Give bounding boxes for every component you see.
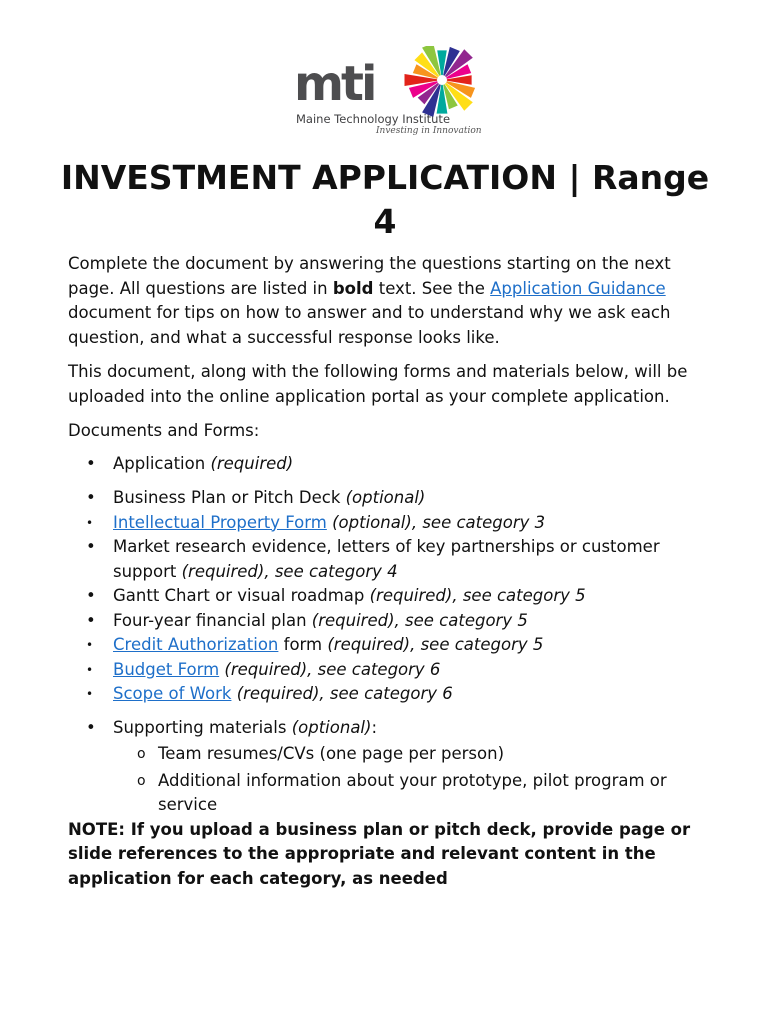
sub-list-item: o Additional information about your prototype, pilot program or service: [113, 769, 708, 818]
intro-paragraph: [68, 252, 708, 350]
mti-logo: [292, 46, 482, 138]
list-item: • Market research evidence, letters of key partnerships or customer support (required), see category 4: [68, 535, 708, 584]
intro-text-2: text. See the: [373, 278, 491, 298]
note-paragraph: NOTE: If you upload a business plan or pitch deck, provide page or slide references to the appropriate and relevant content in the application for each category, as needed: [68, 819, 691, 888]
document-body: [68, 252, 708, 891]
list-item: • Credit Authorization form (required), see category 5: [68, 633, 708, 658]
sub-list-item: o Team resumes/CVs (one page per person): [113, 742, 708, 767]
page-title: INVESTMENT APPLICATION | Range 4: [60, 158, 710, 241]
budget-form-link[interactable]: Budget Form: [113, 659, 220, 679]
list-item: • Business Plan or Pitch Deck (optional): [68, 486, 708, 511]
documents-heading: Documents and Forms:: [68, 421, 260, 440]
intro-text-3: document for tips on how to answer and to understand why we ask each question, and what a successful response looks like.: [68, 303, 671, 347]
logo-tagline: Investing in Innovation: [376, 126, 482, 136]
list-item: • Gantt Chart or visual roadmap (required), see category 5: [68, 584, 708, 609]
supporting-materials-sublist: [113, 742, 708, 818]
list-item: • Supporting materials (optional): o Team resumes/CVs (one page per person) o Additional information about your prototype, pilot program or service: [68, 716, 708, 818]
intro-bold-word: bold: [332, 278, 374, 298]
portal-paragraph: This document, along with the following forms and materials below, will be uploaded into the online application portal as your complete application.: [68, 362, 688, 406]
application-guidance-link[interactable]: Application Guidance: [490, 278, 666, 298]
intro-text-1: Complete the document by answering the questions starting on the next page. All questions are listed in: [68, 254, 671, 298]
documents-list: [68, 452, 708, 818]
list-item: • Four-year financial plan (required), see category 5: [68, 609, 708, 634]
list-item: • Budget Form (required), see category 6: [68, 658, 708, 683]
scope-of-work-link[interactable]: Scope of Work: [113, 684, 232, 703]
logo-wordmark: mti: [294, 56, 375, 112]
list-item: • Intellectual Property Form (optional), see category 3: [68, 511, 708, 536]
list-item: • Scope of Work (required), see category 6: [68, 682, 708, 707]
credit-authorization-link[interactable]: Credit Authorization: [113, 635, 279, 654]
intellectual-property-form-link[interactable]: Intellectual Property Form: [113, 512, 327, 532]
logo-org-name: Maine Technology Institute: [296, 112, 451, 126]
list-item: • Application (required): [68, 452, 708, 477]
